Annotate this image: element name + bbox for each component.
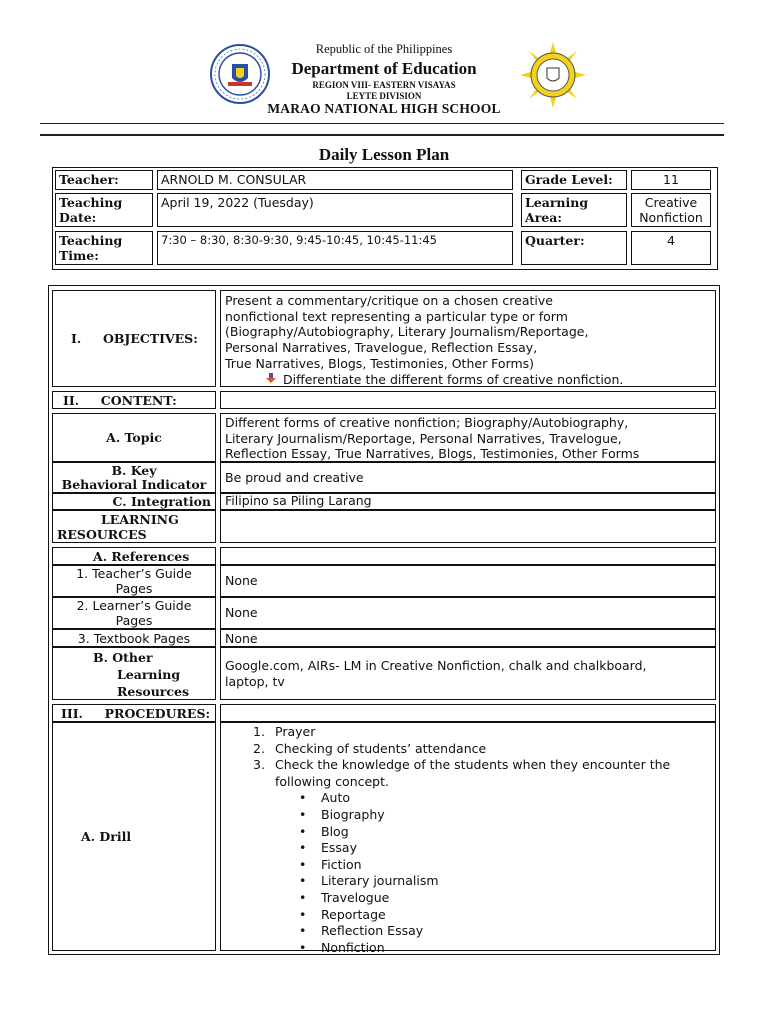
- concept-text: Blog: [321, 823, 349, 839]
- content-label-text: II. CONTENT:: [63, 393, 177, 408]
- objectives-label-text: I. OBJECTIVES:: [71, 331, 198, 346]
- concept-item: [225, 907, 711, 924]
- teachers-guide-line1: 1. Teacher’s Guide: [76, 566, 192, 581]
- concept-item: [225, 840, 711, 857]
- teacher-label: [55, 170, 153, 190]
- content-value: [220, 391, 716, 409]
- date-label-line1: Teaching: [59, 195, 123, 210]
- other-resources-line1: B. Other: [93, 650, 153, 665]
- references-label-text: A. References: [93, 549, 190, 564]
- quarter-label-text: Quarter:: [525, 233, 585, 248]
- drill-content: [220, 722, 716, 955]
- area-value: [631, 193, 711, 227]
- topic-label: [52, 413, 216, 462]
- drill-label: [52, 722, 216, 951]
- textbook-pages-text: 3. Textbook Pages: [77, 631, 191, 646]
- learning-resources-value: [220, 510, 716, 543]
- other-resources-label: [52, 647, 216, 700]
- header-rule-bottom: [40, 134, 724, 136]
- topic-label-text: A. Topic: [106, 430, 162, 445]
- time-value-text: 7:30 – 8:30, 8:30-9:30, 9:45-10:45, 10:45-11:45: [161, 233, 437, 247]
- drill-step-text: Check the knowledge of the students when they encounter the: [275, 757, 671, 773]
- concept-text: Essay: [321, 840, 357, 856]
- topic-content: [220, 413, 716, 462]
- concept-text: Auto: [321, 790, 351, 806]
- integration-value: [220, 493, 716, 510]
- area-value-line2: Nonfiction: [639, 210, 703, 225]
- teachers-guide-text: None: [225, 573, 258, 589]
- drill-step-text: Checking of students’ attendance: [275, 740, 487, 756]
- references-value: [220, 547, 716, 565]
- content-label: [52, 391, 216, 409]
- concept-text: Nonfiction: [321, 939, 385, 955]
- area-label-line1: Learning: [525, 195, 589, 210]
- key-indicator-value: [220, 462, 716, 493]
- date-value: [157, 193, 513, 227]
- concept-text: Travelogue: [321, 889, 390, 905]
- key-indicator-text: Be proud and creative: [225, 469, 364, 485]
- objectives-label: [52, 290, 216, 387]
- references-label: [52, 547, 216, 565]
- time-label-line2: Time:: [59, 248, 99, 263]
- other-resources-value-line1: Google.com, AIRs- LM in Creative Nonfiction, chalk and chalkboard,: [225, 658, 647, 673]
- integration-label-text: C. Integration: [112, 494, 211, 509]
- teachers-guide-label: [52, 565, 216, 597]
- key-indicator-label: [52, 462, 216, 493]
- learners-guide-value: [220, 597, 716, 629]
- key-indicator-line2: Behavioral Indicator: [61, 477, 207, 492]
- textbook-pages-value: [220, 629, 716, 647]
- learners-guide-text: None: [225, 605, 258, 621]
- procedures-value: [220, 704, 716, 722]
- bullet-icon: •: [299, 939, 307, 955]
- textbook-pages-label: [52, 629, 216, 647]
- bullet-icon: •: [299, 856, 307, 872]
- other-resources-value: [220, 647, 716, 700]
- bullet-icon: •: [299, 906, 307, 922]
- drill-step: 2. Checking of students’ attendance: [253, 740, 487, 756]
- department-title: Department of Education: [291, 59, 477, 78]
- document-title: Daily Lesson Plan: [318, 145, 450, 164]
- learners-guide-line1: 2. Learner’s Guide: [76, 598, 192, 613]
- learning-resources-line1: LEARNING: [101, 512, 179, 527]
- teachers-guide-value: [220, 565, 716, 597]
- learning-resources-line2: RESOURCES: [57, 527, 147, 542]
- drill-label-text: A. Drill: [81, 829, 132, 844]
- procedures-label-text: III. PROCEDURES:: [61, 706, 211, 721]
- drill-step-text: Prayer: [275, 724, 316, 739]
- concept-item: [225, 923, 711, 940]
- bullet-icon: •: [299, 873, 307, 889]
- drill-step: 1. Prayer: [253, 724, 316, 739]
- integration-value-text: Filipino sa Piling Larang: [225, 493, 372, 508]
- grade-label: [521, 170, 627, 190]
- concept-item: [225, 790, 711, 807]
- objectives-line: (Biography/Autobiography, Literary Journalism/Reportage,: [225, 324, 589, 340]
- concept-item: [225, 857, 711, 874]
- learners-guide-line2: Pages: [115, 612, 153, 628]
- objectives-line: Present a commentary/critique on a chosen creative: [225, 293, 553, 308]
- concept-item: [225, 824, 711, 841]
- area-label-line2: Area:: [525, 210, 562, 225]
- bullet-icon: •: [299, 889, 307, 905]
- teacher-value: [157, 170, 513, 190]
- objectives-bullet-row: [225, 372, 711, 388]
- arrow-down-icon: [265, 372, 279, 388]
- concept-item: [225, 940, 711, 957]
- division-text: LEYTE DIVISION: [346, 91, 422, 101]
- integration-label: [52, 493, 216, 510]
- concept-list: [225, 790, 711, 956]
- republic-text: Republic of the Philippines: [315, 42, 453, 56]
- bullet-icon: •: [299, 823, 307, 839]
- grade-label-text: Grade Level:: [525, 172, 613, 187]
- textbook-pages-value-text: None: [225, 631, 258, 646]
- concept-text: Fiction: [321, 856, 362, 872]
- concept-text: Reportage: [321, 906, 386, 922]
- drill-step: 3. Check the knowledge of the students when they encounter the: [253, 757, 671, 773]
- other-resources-line2: Learning: [117, 667, 181, 682]
- objectives-content: [220, 290, 716, 387]
- area-label: [521, 193, 627, 227]
- concept-item: [225, 873, 711, 890]
- topic-line: Different forms of creative nonfiction; Biography/Autobiography,: [225, 415, 629, 430]
- learners-guide-label: [52, 597, 216, 629]
- quarter-value-text: 4: [667, 233, 675, 248]
- teacher-label-text: Teacher:: [59, 172, 119, 187]
- bullet-icon: •: [299, 806, 307, 822]
- teacher-value-text: ARNOLD M. CONSULAR: [161, 172, 307, 187]
- procedures-label: [52, 704, 216, 722]
- grade-value-text: 11: [663, 172, 679, 187]
- grade-value: [631, 170, 711, 190]
- learning-resources-label: [52, 510, 216, 543]
- objectives-bullet-text: Differentiate the different forms of creative nonfiction.: [282, 371, 624, 387]
- teachers-guide-line2: Pages: [115, 580, 153, 596]
- concept-text: Biography: [321, 806, 385, 822]
- other-resources-value-line2: laptop, tv: [225, 673, 285, 689]
- key-indicator-line1: B. Key: [111, 463, 157, 478]
- concept-text: Reflection Essay: [321, 923, 424, 939]
- drill-step-continuation: following concept.: [275, 773, 389, 789]
- objectives-line: nonfictional text representing a particular type or form: [225, 308, 568, 324]
- date-label-line2: Date:: [59, 210, 97, 225]
- time-value: [157, 231, 513, 265]
- bullet-icon: •: [299, 840, 307, 856]
- header-rule-top: [40, 123, 724, 124]
- date-label: [55, 193, 153, 227]
- concept-item: [225, 890, 711, 907]
- quarter-label: [521, 231, 627, 265]
- school-name: MARAO NATIONAL HIGH SCHOOL: [267, 101, 501, 116]
- time-label: [55, 231, 153, 265]
- topic-line: Literary Journalism/Reportage, Personal Narratives, Travelogue,: [225, 430, 622, 446]
- quarter-value: [631, 231, 711, 265]
- other-resources-line3: Resources: [117, 684, 189, 699]
- area-value-line1: Creative: [644, 195, 698, 210]
- objectives-line: True Narratives, Blogs, Testimonies, Other Forms): [225, 355, 535, 371]
- objectives-line: Personal Narratives, Travelogue, Reflection Essay,: [225, 340, 538, 356]
- concept-item: [225, 807, 711, 824]
- date-value-text: April 19, 2022 (Tuesday): [161, 195, 314, 210]
- bullet-icon: •: [299, 923, 307, 939]
- region-text: REGION VIII- EASTERN VISAYAS: [312, 80, 456, 90]
- concept-text: Literary journalism: [321, 873, 439, 889]
- bullet-icon: •: [299, 790, 307, 806]
- topic-line: Reflection Essay, True Narratives, Blogs, Testimonies, Other Forms: [225, 446, 640, 462]
- time-label-line1: Teaching: [59, 233, 123, 248]
